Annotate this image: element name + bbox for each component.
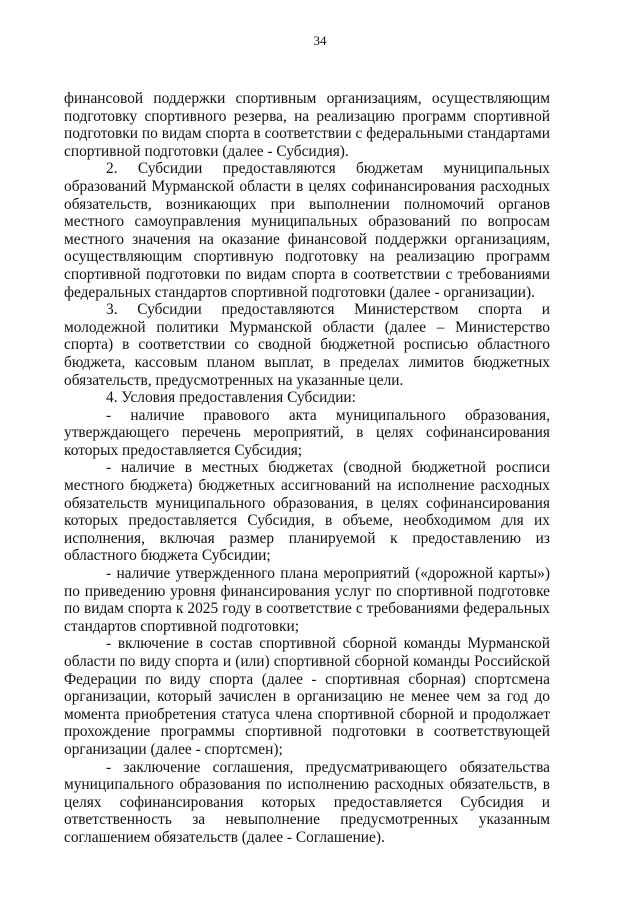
paragraph-1: финансовой поддержки спортивным организациям, осуществляющим подготовку спортивного резерва, на реализацию программ спортивной подготовки по видам спорта в соответствии с федеральными стандартами спортивной подготовки (далее - Субсидия).	[64, 90, 550, 160]
paragraph-4-heading: 4. Условия предоставления Субсидии:	[106, 389, 356, 407]
condition-item-2: - наличие в местных бюджетах (сводной бюджетной росписи местного бюджета) бюджетных ассигнований на исполнение расходных обязательств муниципального образования, в целях софинансирования которых предоставляется Субсидия, в объеме, необходимом для их исполнения, включая размер планируемой к предоставлению из областного бюджета Субсидии;	[64, 459, 550, 565]
page-number: 34	[313, 33, 327, 48]
condition-item-4: - включение в состав спортивной сборной команды Мурманской области по виду спорта и (или) спортивной сборной команды Российской Федерации по виду спорта (далее - спортивная сборная) спортсмена организации, который зачислен в организацию не менее чем за год до момента приобретения статуса члена спортивной сборной и продолжает прохождение программы спортивной подготовки в соответствующей организации (далее - спортсмен);	[64, 635, 550, 758]
condition-item-1: - наличие правового акта муниципального образования, утверждающего перечень мероприятий, в целях софинансирования которых предоставляется Субсидия;	[64, 406, 550, 459]
condition-item-3: - наличие утвержденного плана мероприятий («дорожной карты») по приведению уровня финансирования услуг по спортивной подготовке по видам спорта к 2025 году в соответствие с требованиями федеральных стандартов спортивной подготовки;	[64, 565, 550, 635]
document-body	[64, 90, 550, 847]
paragraph-3: 3. Субсидии предоставляются Министерством спорта и молодежной политики Мурманской области (далее – Министерство спорта) в соответствии со сводной бюджетной росписью областного бюджета, кассовым планом выплат, в пределах лимитов бюджетных обязательств, предусмотренных на указанные цели.	[64, 301, 550, 389]
condition-item-5: - заключение соглашения, предусматривающего обязательства муниципального образования по исполнению расходных обязательств, в целях софинансирования которых предоставляется Субсидия и ответственность за невыполнение предусмотренных указанным соглашением обязательств (далее - Соглашение).	[64, 758, 550, 846]
paragraph-2: 2. Субсидии предоставляются бюджетам муниципальных образований Мурманской области в целях софинансирования расходных обязательств, возникающих при выполнении полномочий органов местного самоуправления муниципальных образований по вопросам местного значения на оказание финансовой поддержки организациям, осуществляющим спортивную подготовку на реализацию программ спортивной подготовки по видам спорта в соответствии с требованиями федеральных стандартов спортивной подготовки (далее - организации).	[64, 160, 550, 301]
